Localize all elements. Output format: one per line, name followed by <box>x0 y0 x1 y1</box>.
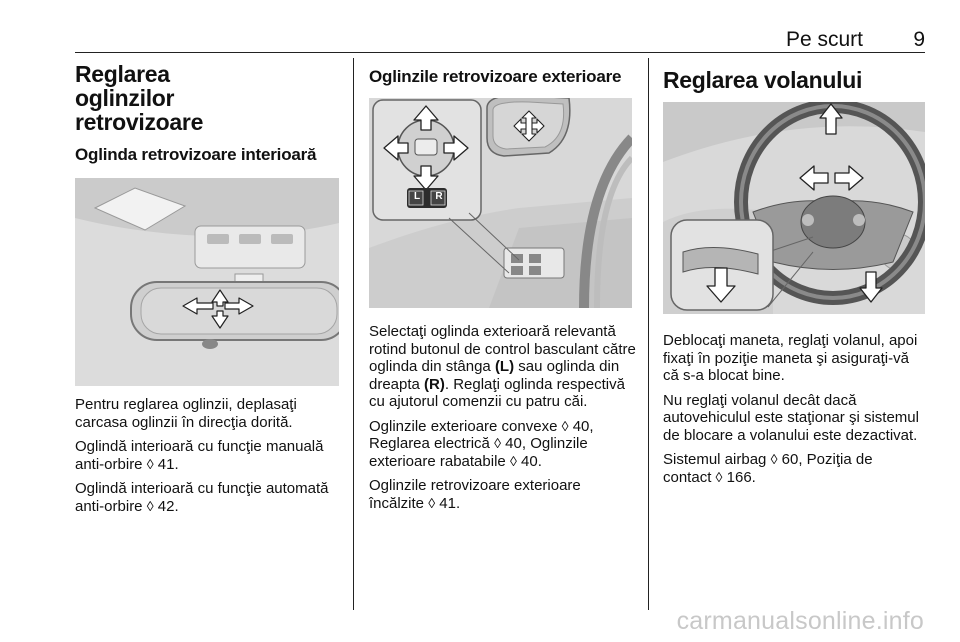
page-header <box>75 28 925 54</box>
page-ref: 41. <box>157 455 179 473</box>
cross-reference-icon: ◊ <box>146 455 154 472</box>
airbag-ref-text: Sistemul airbag ◊ 60, Poziţia de contact ◊ 166. <box>663 451 873 486</box>
column-mirrors-interior <box>75 62 343 515</box>
manual-antidazzle-text: Oglindă interioară cu funcţie manuală anti-orbire ◊ 41. <box>75 438 324 473</box>
cross-reference-icon: ◊ <box>494 435 501 451</box>
cross-reference-icon: ◊ <box>428 494 436 511</box>
header-rule <box>75 52 925 53</box>
column-divider-left <box>353 58 354 610</box>
exterior-mirror-text: Selectaţi oglinda exterioară relevantă rotind butonul de control basculant către oglinda din stânga (L) sau oglinda din dreapta (R). Reglaţi oglinda respectivă cu ajutorul comenzii cu patru căi. <box>369 323 636 410</box>
cross-reference-icon: ◊ <box>561 417 569 434</box>
switch-label-left: L <box>413 191 421 202</box>
mirrors-heading: Reglarea oglinzilor retrovizoare <box>75 61 204 135</box>
section-title: Pe scurt <box>785 28 863 51</box>
page-ref: 42. <box>157 497 179 515</box>
convex-mirrors-text: Oglinzile exterioare convexe ◊ 40, Reglarea electrică ◊ 40, Oglinzile exterioare rabatabile ◊ 40. <box>369 417 594 470</box>
cross-reference-icon: ◊ <box>770 451 778 467</box>
steering-adjust-text: Deblocaţi maneta, reglaţi volanul, apoi fixaţi în poziţie maneta şi asiguraţi-vă că s-a blocat bine. <box>663 332 918 384</box>
exterior-mirror-illustration <box>369 98 632 308</box>
right-label: (R) <box>424 375 445 393</box>
steering-warning-text: Nu reglaţi volanul decât dacă autovehiculul este staţionar şi sistemul de blocare a volanului este dezactivat. <box>663 391 919 444</box>
left-label: (L) <box>494 358 515 375</box>
heated-mirrors-text: Oglinzile retrovizoare exterioare încălzite ◊ 41. <box>369 477 581 512</box>
column-divider-right <box>648 58 649 610</box>
cross-reference-icon: ◊ <box>715 468 723 485</box>
interior-mirror-text: Pentru reglarea oglinzii, deplasaţi carcasa oglinzii în direcţia dorită. <box>75 396 297 431</box>
page-number: 9 <box>913 28 925 51</box>
cross-reference-icon: ◊ <box>509 452 517 469</box>
interior-mirror-illustration <box>75 178 339 386</box>
column-steering-wheel <box>663 62 925 486</box>
exterior-mirror-subheading: Oglinzile retrovizoare exterioare <box>369 67 622 86</box>
steering-wheel-illustration <box>663 102 925 314</box>
switch-label-right: R <box>435 191 443 202</box>
interior-mirror-subheading: Oglinda retrovizoare interioară <box>75 145 317 164</box>
watermark: carmanualsonline.info <box>676 607 924 635</box>
cross-reference-icon: ◊ <box>146 497 154 514</box>
automatic-antidazzle-text: Oglindă interioară cu funcţie automată anti-orbire ◊ 42. <box>75 480 329 515</box>
steering-heading: Reglarea volanului <box>663 67 863 93</box>
column-mirrors-exterior <box>369 62 637 512</box>
